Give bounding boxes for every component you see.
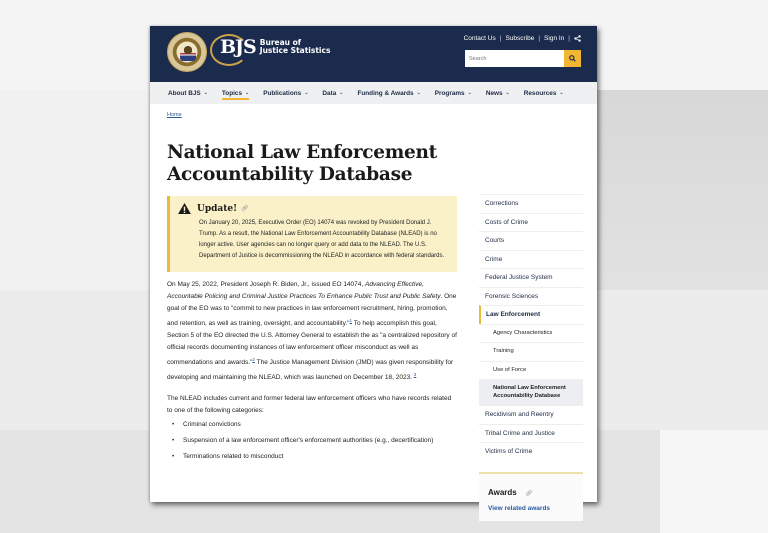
text: On May 25, 2022, President Joseph R. Biden, Jr., issued EO 14074, — [167, 281, 366, 288]
background-tile — [0, 90, 150, 290]
sidebar-subitem-training[interactable]: Training — [479, 342, 583, 361]
nav-programs[interactable] — [435, 82, 472, 104]
chevron-down-icon: ⌄ — [467, 90, 472, 96]
text: The Justice Management Division (JMD) was given responsibility for developing and maintaining the NLEAD, which was launched on December 18, 2023. — [167, 359, 454, 382]
sidebar-item-forensic-sciences[interactable]: Forensic Sciences — [479, 287, 583, 306]
sidebar-item-recidivism-reentry[interactable]: Recidivism and Reentry — [479, 405, 583, 424]
nav-label: News — [485, 89, 503, 97]
breadcrumb-home-link[interactable]: Home — [167, 112, 182, 118]
nav-label: Resources — [523, 89, 557, 97]
main-nav — [150, 82, 597, 104]
chevron-down-icon: ⌄ — [304, 90, 309, 96]
topics-sidebar — [479, 194, 583, 521]
categories-list — [167, 419, 457, 463]
footnote-link-2[interactable]: 2 — [252, 357, 255, 363]
alert-header — [178, 203, 449, 214]
footnote-link-3[interactable]: 3 — [413, 372, 417, 378]
sidebar-item-corrections[interactable]: Corrections — [479, 194, 583, 213]
footnote-link-1[interactable]: 1 — [349, 318, 353, 323]
nav-topics[interactable] — [222, 82, 249, 104]
sidebar-item-costs-of-crime[interactable]: Costs of Crime — [479, 213, 583, 232]
eo-title: Advancing Effective, Accountable Policing and Criminal Justice Practices To Enhance Public Trust and Public Safety — [167, 281, 441, 300]
search-bar — [465, 50, 581, 67]
alert-body: On January 20, 2025, Executive Order (EO) 14074 was revoked by President Donald J. Trump. As a result, the National Law Enforcement Accountability Database (NLEAD) is no longer active. User agencies can no longer query or add data to the NLEAD. The U.S. Department of Justice is decommissioning the NLEAD in accordance with federal standards. — [199, 220, 445, 259]
sidebar-subitem-use-of-force[interactable]: Use of Force — [479, 361, 583, 380]
share-icon[interactable] — [574, 35, 581, 42]
search-icon — [569, 55, 576, 62]
awards-box — [479, 472, 583, 521]
nav-about-bjs[interactable] — [168, 82, 208, 104]
warning-icon — [178, 203, 191, 214]
sidebar-item-victims-of-crime[interactable]: Victims of Crime — [479, 442, 583, 461]
chevron-down-icon: ⌄ — [505, 90, 510, 96]
nav-resources[interactable] — [524, 82, 564, 104]
sidebar-item-law-enforcement[interactable]: Law Enforcement — [479, 305, 583, 324]
alert-title: Update! — [197, 203, 238, 214]
chevron-down-icon: ⌄ — [416, 90, 421, 96]
divider: | — [568, 35, 570, 42]
main-content — [167, 196, 457, 467]
background-tile — [660, 430, 768, 533]
sign-in-link[interactable]: Sign In — [544, 35, 565, 42]
nav-label: Funding & Awards — [357, 89, 414, 97]
chevron-down-icon: ⌄ — [203, 90, 208, 96]
contact-us-link[interactable]: Contact Us — [463, 35, 496, 42]
nav-publications[interactable] — [263, 82, 308, 104]
divider: | — [538, 35, 541, 42]
page-title: National Law Enforcement Accountability Database — [167, 142, 437, 185]
chevron-down-icon: ⌄ — [559, 90, 564, 96]
list-item: • Terminations related to misconduct — [167, 451, 457, 463]
divider: | — [499, 35, 502, 42]
sidebar-item-courts[interactable]: Courts — [479, 231, 583, 250]
text: To help accomplish this goal, Section 5 of the EO directed the U.S. Attorney General to establish the as "a centralized repository of official records documenting instances of law enforcement officer misconduct as well as commendations and awards." — [167, 320, 457, 367]
logo-abbr: BJS — [220, 36, 256, 58]
nav-label: Publications — [263, 89, 302, 97]
list-item: • Suspension of a law enforcement officer's enforcement authorities (e.g., decertification) — [167, 435, 457, 447]
sidebar-subitem-agency-characteristics[interactable]: Agency Characteristics — [479, 324, 583, 343]
chevron-down-icon: ⌄ — [245, 90, 250, 96]
logo-name-line1: Bureau of — [259, 37, 302, 47]
webpage — [150, 26, 597, 512]
view-related-awards-link[interactable]: View related awards — [488, 504, 551, 512]
eagle-icon — [180, 43, 196, 61]
utility-links — [464, 35, 581, 42]
sidebar-subitem-nlead[interactable]: National Law Enforcement Accountability Database — [479, 379, 583, 405]
link-icon[interactable]: 🔗︎ — [241, 206, 249, 212]
sidebar-item-federal-justice-system[interactable]: Federal Justice System — [479, 268, 583, 287]
intro-paragraph — [167, 279, 457, 384]
search-button[interactable] — [564, 50, 581, 67]
categories-paragraph: The NLEAD includes current and former federal law enforcement officers who have records related to one of the following categories: — [167, 395, 452, 415]
nav-label: Topics — [221, 89, 242, 97]
update-alert — [167, 196, 457, 272]
nav-label: Programs — [434, 89, 465, 97]
bjs-logo[interactable] — [214, 36, 330, 58]
logo-agency-name — [260, 39, 331, 56]
doj-seal-logo[interactable] — [167, 32, 207, 72]
link-icon[interactable]: 🔗︎ — [525, 490, 533, 497]
site-header — [150, 26, 597, 82]
sidebar-item-crime[interactable]: Crime — [479, 250, 583, 269]
awards-title: Awards — [488, 487, 517, 497]
list-item: • Criminal convictions — [167, 419, 457, 431]
nav-label: About BJS — [168, 89, 201, 97]
sidebar-item-tribal-crime-justice[interactable]: Tribal Crime and Justice — [479, 424, 583, 443]
nav-funding-awards[interactable] — [357, 82, 420, 104]
subscribe-link[interactable]: Subscribe — [505, 35, 535, 42]
logo-name-line2: Justice Statistics — [259, 46, 331, 55]
search-input[interactable] — [465, 50, 564, 67]
nav-label: Data — [322, 89, 337, 97]
awards-header — [488, 482, 574, 500]
text: . One goal of the EO was to "commit to new practices in law enforcement recruitment, hiring, promotion, and retention, as well as training, oversight, and accountability." — [167, 293, 457, 328]
chevron-down-icon: ⌄ — [339, 90, 344, 96]
nav-data[interactable] — [322, 82, 343, 104]
nav-news[interactable] — [486, 82, 510, 104]
